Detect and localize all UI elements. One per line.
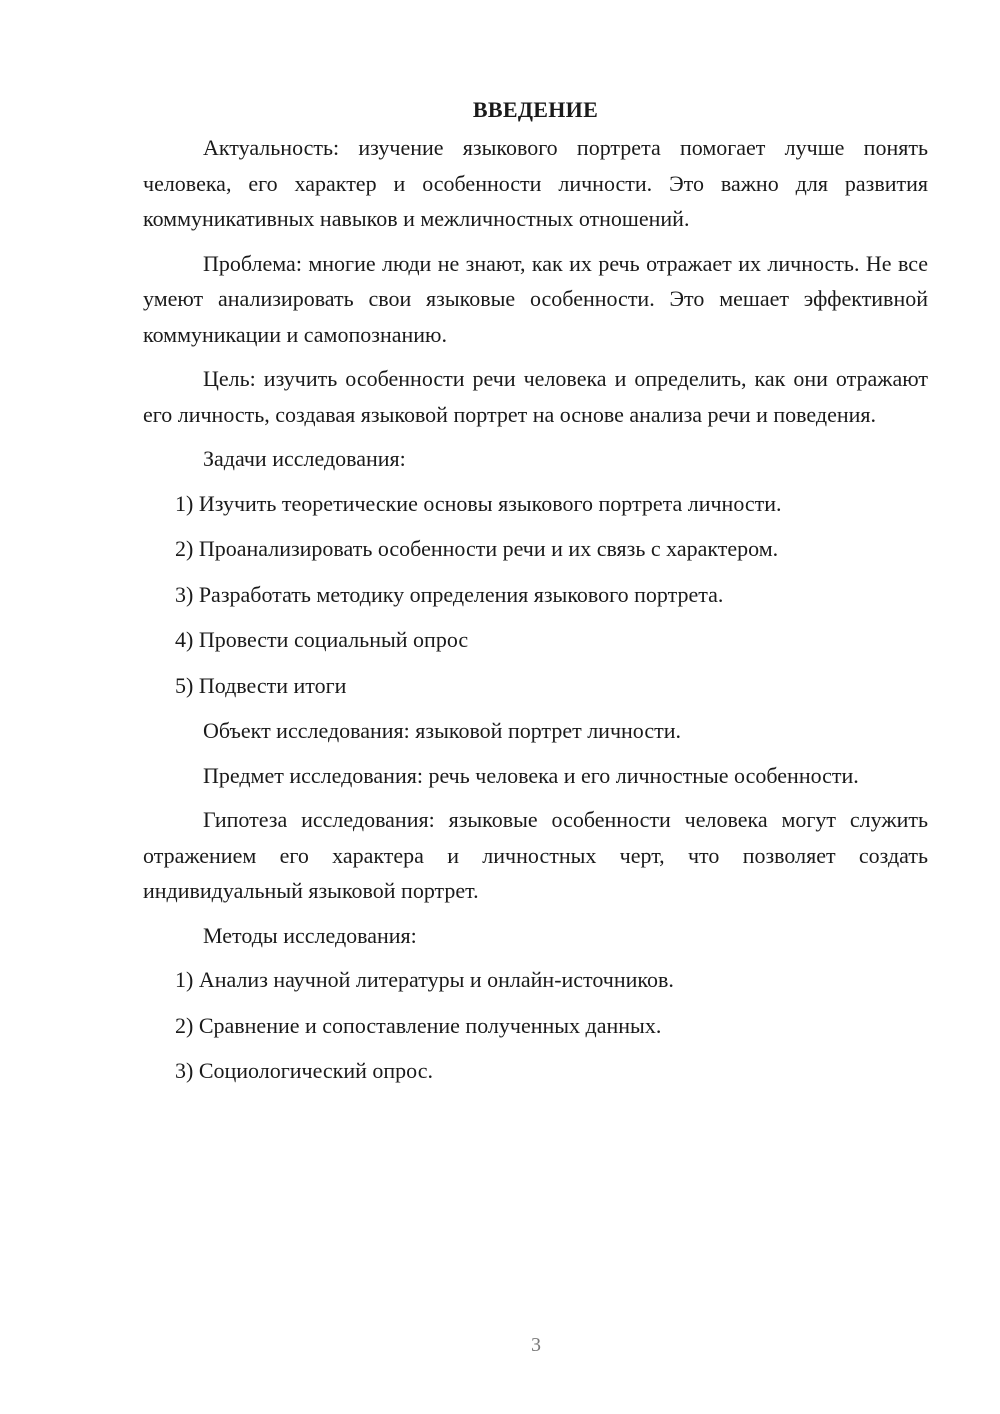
object-paragraph: Объект исследования: языковой портрет личности. [203,718,681,743]
section-title: ВВЕДЕНИЕ [472,97,599,122]
subject-paragraph: Предмет исследования: речь человека и его личностные особенности. [203,762,859,788]
goal-paragraph: Цель: изучить особенности речи человека и определить, как они отражают его личность, создавая языковой портрет на основе анализа речи и поведения. [143,366,928,427]
task-item: 5) Подвести итоги [175,672,347,698]
relevance-paragraph: Актуальность: изучение языкового портрета помогает лучше понять человека, его характер и особенности личности. Это важно для развития коммуникативных навыков и межличностных отношений. [143,135,928,231]
task-item: 2) Проанализировать особенности речи и их связь с характером. [175,536,779,561]
task-item: 1) Изучить теоретические основы языкового портрета личности. [175,490,782,516]
method-item: 1) Анализ научной литературы и онлайн-источников. [175,967,674,992]
task-item: 4) Провести социальный опрос [175,627,469,652]
hypothesis-paragraph: Гипотеза исследования: языковые особенности человека могут служить отражением его характера и личностных черт, что позволяет создать индивидуальный языковой портрет. [143,807,928,903]
tasks-heading: Задачи исследования: [203,446,406,471]
method-item: 3) Социологический опрос. [175,1058,433,1083]
methods-heading: Методы исследования: [203,922,417,948]
document-page [143,92,928,1099]
problem-paragraph: Проблема: многие люди не знают, как их речь отражает их личность. Не все умеют анализировать свои языковые особенности. Это мешает эффективной коммуникации и самопознанию. [143,250,928,347]
method-item: 2) Сравнение и сопоставление полученных данных. [175,1012,662,1038]
task-item: 3) Разработать методику определения языкового портрета. [175,581,724,607]
page-number: 3 [531,1334,541,1356]
